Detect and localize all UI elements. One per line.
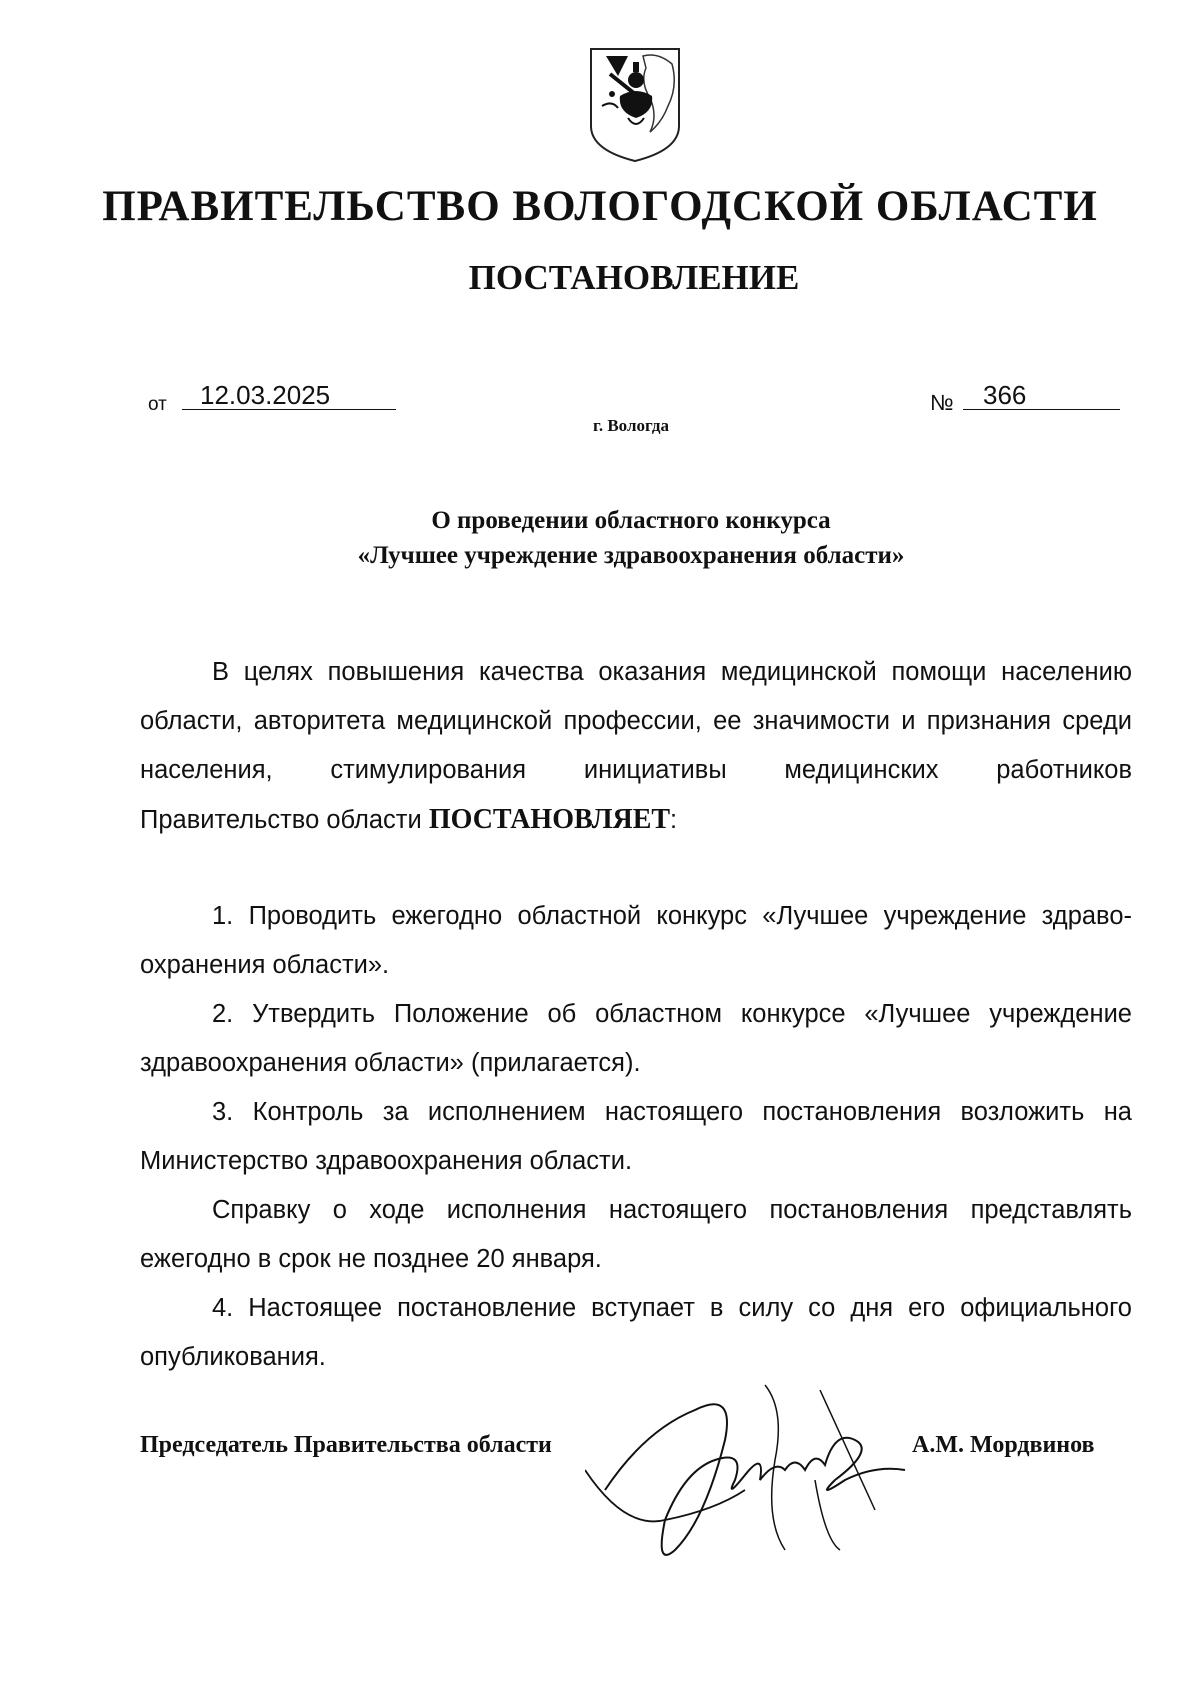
item-3-note: Справку о ходе исполнения настоящего постановления представлять ежегодно в срок не позднее 20 января. <box>140 1196 1132 1273</box>
decree-colon: : <box>670 806 678 834</box>
from-label: от <box>148 394 167 415</box>
document-body <box>140 648 1132 1382</box>
organization-title: ПРАВИТЕЛЬСТВО ВОЛОГОДСКОЙ ОБЛАСТИ <box>102 183 1098 230</box>
item-2: 2. Утвердить Положение об областном конкурсе «Лучшее учреждение здравоохранения области» (прилагается). <box>140 1000 1132 1077</box>
city-label: г. Вологда <box>593 416 669 435</box>
document-type: ПОСТАНОВЛЕНИЕ <box>468 258 800 297</box>
document-date: 12.03.2025 <box>182 380 396 410</box>
decree-lead: Правительство области <box>140 806 422 834</box>
decree-line <box>140 795 1132 845</box>
subject-line-1: О проведении областного конкурса <box>431 507 831 534</box>
signer-position: Председатель Правительства области <box>140 1432 552 1458</box>
preamble-text: В целях повышения качества оказания медицинской помощи населению области, авторитета медицинской профессии, ее значимости и признания среди населения, стимулирования инициативы медицинских работников <box>140 658 1132 784</box>
document-number: 366 <box>963 380 1120 410</box>
item-1: 1. Проводить ежегодно областной конкурс «Лучшее учреждение здраво-охранения области». <box>140 902 1132 979</box>
document-subject <box>0 503 1200 573</box>
subject-line-2: «Лучшее учреждение здравоохранения области» <box>357 542 905 569</box>
number-label: № <box>930 390 954 415</box>
item-3: 3. Контроль за исполнением настоящего постановления возложить на Министерство здравоохранения области. <box>140 1098 1132 1175</box>
coat-of-arms-icon <box>588 46 682 164</box>
signer-name: А.М. Мордвинов <box>912 1432 1095 1458</box>
item-4: 4. Настоящее постановление вступает в силу со дня его официального опубликования. <box>140 1294 1132 1371</box>
date-number-row <box>148 380 1148 420</box>
preamble-paragraph <box>140 648 1132 795</box>
decree-word: ПОСТАНОВЛЯЕТ <box>428 804 671 835</box>
signature-image <box>585 1370 925 1570</box>
